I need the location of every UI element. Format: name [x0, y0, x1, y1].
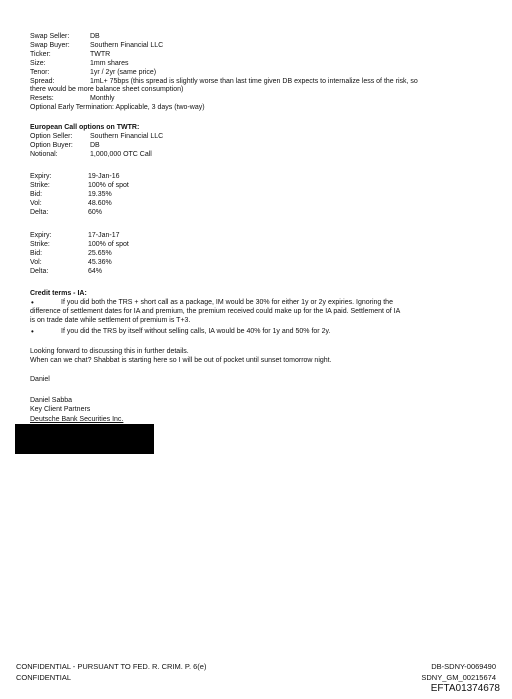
options-heading: European Call options on TWTR:	[30, 124, 140, 131]
option2-delta-value: 64%	[88, 268, 103, 275]
option2-expiry-value: 17-Jan-17	[88, 232, 120, 239]
option2-strike-label: Strike:	[30, 241, 50, 248]
option-seller-value: Southern Financial LLC	[90, 133, 164, 140]
spread-value: 1mL+ 75bps (this spread is slightly worse than last time given DB expects to internalize less of the risk, so	[90, 78, 418, 85]
option2-bid-label: Bid:	[30, 250, 43, 257]
swap-buyer-value: Southern Financial LLC	[90, 42, 164, 49]
option2-vol-value: 45.36%	[88, 259, 112, 266]
signature-name: Daniel Sabba	[30, 397, 73, 404]
option1-bid-value: 19.35%	[88, 191, 112, 198]
bullet-icon: •	[31, 298, 34, 307]
signature-company: Deutsche Bank Securities Inc.	[30, 416, 124, 423]
swap-buyer-label: Swap Buyer:	[30, 42, 70, 49]
option1-delta-value: 60%	[88, 209, 103, 216]
credit-bullet2: If you did the TRS by itself without selling calls, IA would be 40% for 1y and 50% for 2y.	[61, 328, 331, 335]
credit-bullet1-line2: difference of settlement dates for IA and premium, the premium received could make up for the IA paid. Settlement of IA	[30, 308, 401, 315]
option-buyer-value: DB	[90, 142, 100, 149]
footer-confidential-line1: CONFIDENTIAL - PURSUANT TO FED. R. CRIM. P. 6(e)	[16, 662, 207, 671]
tenor-value: 1yr / 2yr (same price)	[90, 69, 157, 76]
option1-strike-value: 100% of spot	[88, 182, 129, 189]
option1-expiry-label: Expiry:	[30, 173, 52, 180]
option2-bid-value: 25.65%	[88, 250, 112, 257]
credit-bullet1-line3: is on trade date while settlement of premium is T+3.	[30, 317, 191, 324]
bullet-icon: •	[31, 327, 34, 336]
closing-line1: Looking forward to discussing this in further details.	[30, 348, 189, 355]
tenor-label: Tenor:	[30, 69, 50, 76]
signature-title: Key Client Partners	[30, 406, 91, 413]
option2-strike-value: 100% of spot	[88, 241, 129, 248]
ticker-value: TWTR	[90, 51, 111, 58]
ticker-label: Ticker:	[30, 51, 51, 58]
option2-delta-label: Delta:	[30, 268, 49, 275]
closing-name: Daniel	[30, 376, 50, 383]
option1-strike-label: Strike:	[30, 182, 50, 189]
size-value: 1mm shares	[90, 60, 129, 67]
notional-label: Notional:	[30, 151, 58, 158]
spread-value-continued: there would be more balance sheet consumption)	[30, 86, 184, 93]
early-termination: Optional Early Termination: Applicable, 3 days (two-way)	[30, 104, 205, 111]
resets-label: Resets:	[30, 95, 54, 102]
resets-value: Monthly	[90, 95, 115, 102]
option2-vol-label: Vol:	[30, 259, 42, 266]
size-label: Size:	[30, 60, 46, 67]
footer-bates-db: DB-SDNY-0069490	[431, 662, 496, 671]
redaction-block	[15, 424, 154, 454]
closing-line2: When can we chat? Shabbat is starting here so I will be out of pocket until sunset tomorrow night.	[30, 357, 332, 364]
credit-bullet1-line1: If you did both the TRS + short call as a package, IM would be 30% for either 1y or 2y expiries. Ignoring the	[61, 299, 393, 306]
footer-confidential-line2: CONFIDENTIAL	[16, 673, 72, 682]
option1-bid-label: Bid:	[30, 191, 43, 198]
option-buyer-label: Option Buyer:	[30, 142, 73, 149]
swap-seller-label: Swap Seller:	[30, 33, 70, 40]
footer-bates-efta: EFTA01374678	[430, 683, 500, 694]
swap-seller-value: DB	[90, 33, 100, 40]
notional-value: 1,000,000 OTC Call	[90, 151, 152, 158]
option2-expiry-label: Expiry:	[30, 232, 52, 239]
option1-delta-label: Delta:	[30, 209, 49, 216]
spread-label: Spread:	[30, 78, 55, 85]
option1-expiry-value: 19-Jan-16	[88, 173, 120, 180]
footer-bates-sdny: SDNY_GM_00215674	[421, 673, 496, 682]
option1-vol-value: 48.60%	[88, 200, 112, 207]
option-seller-label: Option Seller:	[30, 133, 73, 140]
option1-vol-label: Vol:	[30, 200, 42, 207]
credit-heading: Credit terms - IA:	[30, 290, 87, 297]
